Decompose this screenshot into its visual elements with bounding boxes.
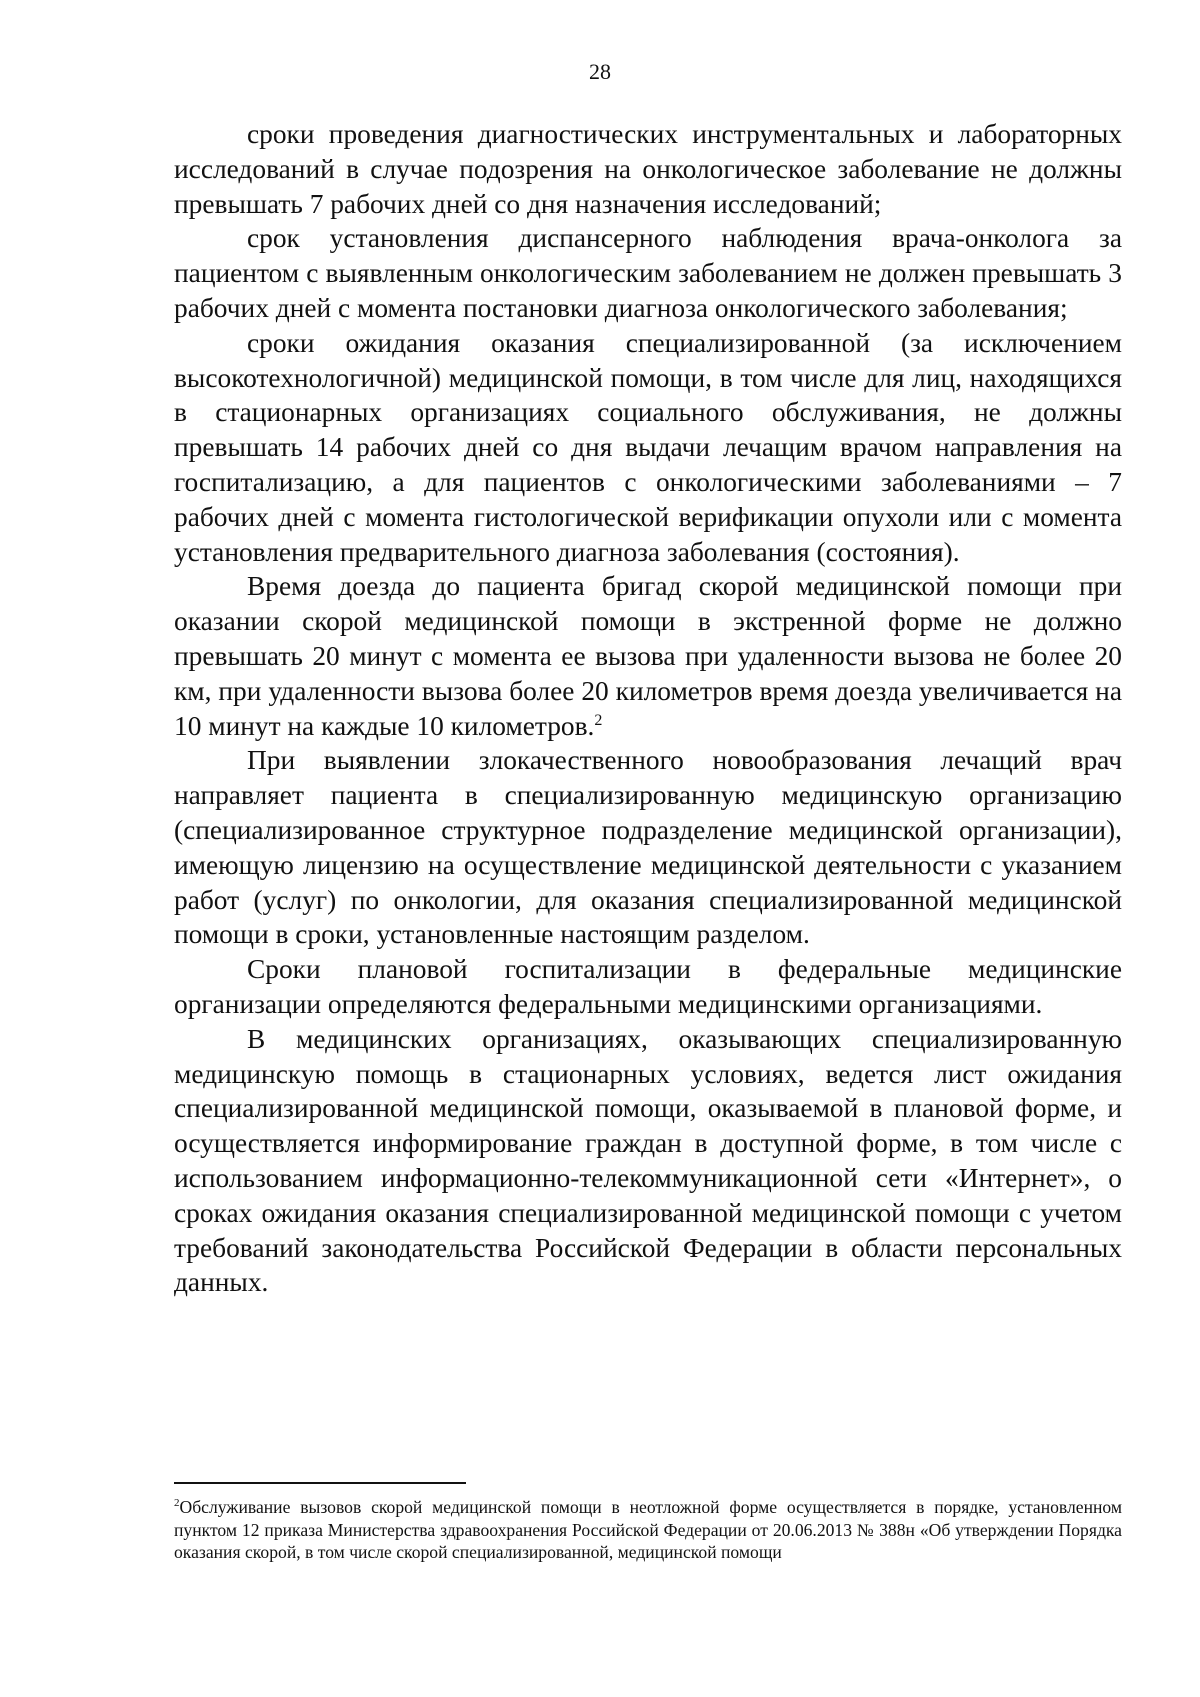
paragraph-ambulance-arrival xyxy=(174,569,1122,743)
paragraph-dispensary-observation: срок установления диспансерного наблюдения врача-онколога за пациентом с выявленным онкологическим заболеванием не должен превышать 3 рабочих дней с момента постановки диагноза онкологического заболевания; xyxy=(174,223,1122,323)
page-number: 28 xyxy=(589,59,611,84)
paragraph-specialized-care-wait: сроки ожидания оказания специализированной (за исключением высокотехнологичной) медицинской помощи, в том числе для лиц, находящихся в стационарных организациях социального обслуживания, не должны превышать 14 рабочих дней со дня выдачи лечащим врачом направления на госпитализацию, а для пациентов с онкологическими заболеваниями – 7 рабочих дней с момента гистологической верификации опухоли или с момента установления предварительного диагноза заболевания (состояния). xyxy=(174,327,1122,567)
footnote-marker: 2 xyxy=(174,1497,180,1510)
footnote-reference: 2 xyxy=(594,711,603,729)
footnote xyxy=(174,1496,1122,1564)
footnote-text: Обслуживание вызовов скорой медицинской помощи в неотложной форме осуществляется в порядке, установленном пунктом 12 приказа Министерства здравоохранения Российской Федерации от 20.06.2013 № 388н «Об утверждении Порядка оказания скорой, в том числе скорой специализированной, медицинской помощи xyxy=(174,1497,1122,1562)
document-body xyxy=(174,117,1122,1300)
paragraph-ambulance-arrival-text: Время доезда до пациента бригад скорой медицинской помощи при оказании скорой медицинской помощи в экстренной форме не должно превышать 20 минут с момента ее вызова при удаленности вызова не более 20 км, при удаленности вызова более 20 километров время доезда увеличивается на 10 минут на каждые 10 километров. xyxy=(174,571,1122,741)
paragraph-waiting-list: В медицинских организациях, оказывающих специализированную медицинскую помощь в стационарных условиях, ведется лист ожидания специализированной медицинской помощи, оказываемой в плановой форме, и осуществляется информирование граждан в доступной форме, в том числе с использованием информационно-телекоммуникационной сети «Интернет», о сроках ожидания оказания специализированной медицинской помощи с учетом требований законодательства Российской Федерации в области персональных данных. xyxy=(174,1023,1122,1298)
footnote-divider xyxy=(174,1482,466,1484)
paragraph-oncology-referral: При выявлении злокачественного новообразования лечащий врач направляет пациента в специализированную медицинскую организацию (специализированное структурное подразделение медицинской организации), имеющую лицензию на осуществление медицинской деятельности с указанием работ (услуг) по онкологии, для оказания специализированной медицинской помощи в сроки, установленные настоящим разделом. xyxy=(174,745,1122,950)
paragraph-diagnostic-terms: сроки проведения диагностических инструментальных и лабораторных исследований в случае подозрения на онкологическое заболевание не должны превышать 7 рабочих дней со дня назначения исследований; xyxy=(174,119,1122,219)
paragraph-planned-hospitalization: Сроки плановой госпитализации в федеральные медицинские организации определяются федеральными медицинскими организациями. xyxy=(174,954,1122,1019)
